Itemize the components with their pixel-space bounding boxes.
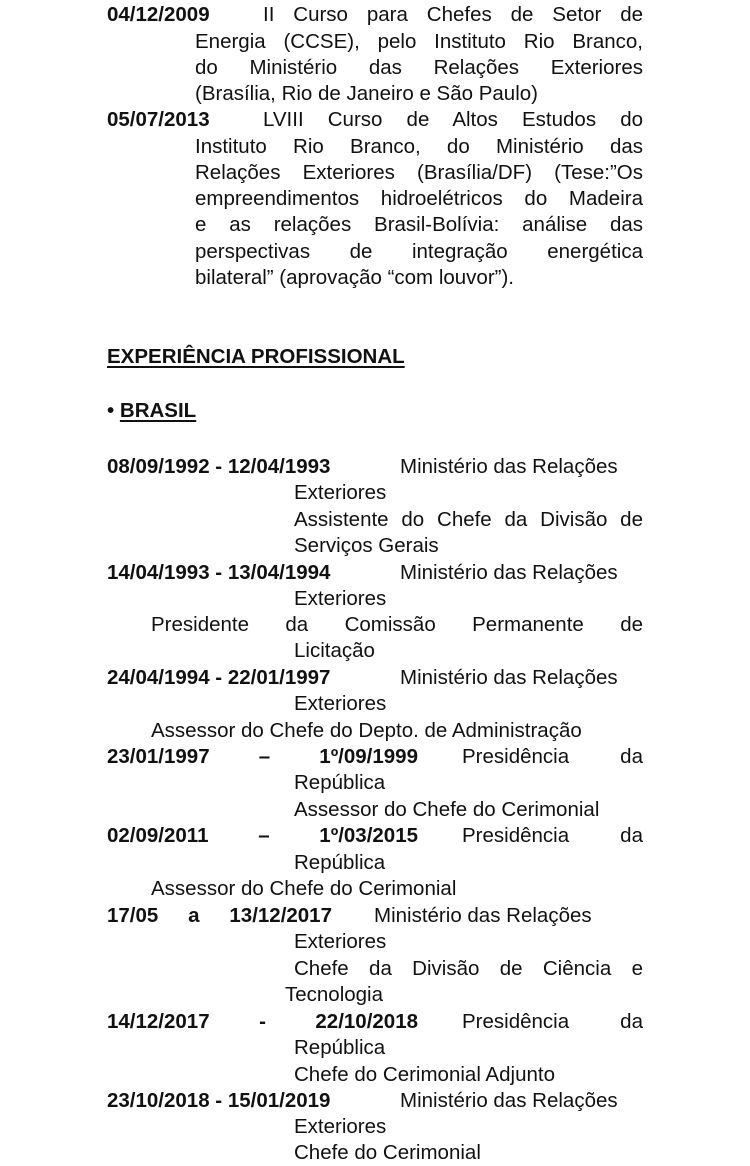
experience-organization: Exteriores bbox=[294, 1115, 387, 1138]
experience-dates: 02/09/2011 – 1º/03/2015 bbox=[107, 824, 418, 847]
experience-organization: Ministério das Relações bbox=[400, 455, 618, 478]
experience-organization: Ministério das Relações bbox=[400, 666, 618, 689]
experience-role: Assistente do Chefe da Divisão de bbox=[294, 508, 643, 531]
experience-organization: Presidência da bbox=[462, 824, 643, 847]
education-course-line: do Ministério das Relações Exteriores bbox=[195, 56, 643, 79]
education-course-line: LVIII Curso de Altos Estudos do bbox=[263, 108, 643, 131]
bullet-icon: • bbox=[107, 399, 115, 422]
experience-organization: Exteriores bbox=[294, 692, 387, 715]
education-course-line: Instituto Rio Branco, do Ministério das bbox=[195, 135, 643, 158]
experience-dates: 17/05 a 13/12/2017 bbox=[107, 904, 332, 927]
education-course-line: II Curso para Chefes de Setor de bbox=[263, 3, 643, 26]
experience-organization: República bbox=[294, 851, 386, 874]
experience-role: Serviços Gerais bbox=[294, 534, 439, 557]
experience-role: Licitação bbox=[294, 639, 375, 662]
experience-role: Chefe do Cerimonial bbox=[294, 1141, 481, 1164]
experience-dates: 24/04/1994 - 22/01/1997 bbox=[107, 666, 331, 689]
experience-role: Chefe da Divisão de Ciência e bbox=[294, 957, 643, 980]
experience-organization: Presidência da bbox=[462, 745, 643, 768]
education-course-line: empreendimentos hidroelétricos do Madeira bbox=[195, 187, 643, 210]
experience-role: Assessor do Chefe do Cerimonial bbox=[151, 877, 457, 900]
experience-organization: República bbox=[294, 771, 386, 794]
experience-organization: Exteriores bbox=[294, 930, 387, 953]
experience-organization: Ministério das Relações bbox=[400, 561, 618, 584]
education-course-line: Energia (CCSE), pelo Instituto Rio Branco, bbox=[195, 30, 643, 53]
experience-organization: Exteriores bbox=[294, 481, 387, 504]
education-course-line: perspectivas de integração energética bbox=[195, 240, 643, 263]
experience-dates: 23/01/1997 – 1º/09/1999 bbox=[107, 745, 418, 768]
education-date: 05/07/2013 bbox=[107, 108, 210, 131]
experience-organization: Presidência da bbox=[462, 1010, 643, 1033]
education-course-line: Relações Exteriores (Brasília/DF) (Tese:”Os bbox=[195, 161, 643, 184]
education-course-line: e as relações Brasil-Bolívia: análise das bbox=[195, 213, 643, 236]
experience-role: Presidente da Comissão Permanente de bbox=[151, 613, 643, 636]
education-date: 04/12/2009 bbox=[107, 3, 210, 26]
experience-dates: 08/09/1992 - 12/04/1993 bbox=[107, 455, 331, 478]
subsection-heading bbox=[107, 398, 196, 424]
experience-dates: 23/10/2018 - 15/01/2019 bbox=[107, 1089, 331, 1112]
experience-dates: 14/12/2017 - 22/10/2018 bbox=[107, 1010, 418, 1033]
experience-organization: República bbox=[294, 1036, 386, 1059]
education-course-line: bilateral” (aprovação “com louvor”). bbox=[195, 266, 515, 289]
experience-role: Assessor do Chefe do Cerimonial bbox=[294, 798, 600, 821]
experience-organization: Exteriores bbox=[294, 587, 387, 610]
experience-role: Assessor do Chefe do Depto. de Administração bbox=[151, 719, 582, 742]
experience-organization: Ministério das Relações bbox=[374, 904, 592, 927]
subsection-title: BRASIL bbox=[119, 399, 197, 422]
experience-organization: Ministério das Relações bbox=[400, 1089, 618, 1112]
experience-dates: 14/04/1993 - 13/04/1994 bbox=[107, 561, 331, 584]
experience-role: Chefe do Cerimonial Adjunto bbox=[294, 1063, 555, 1086]
education-course-line: (Brasília, Rio de Janeiro e São Paulo) bbox=[195, 82, 538, 105]
experience-role: Tecnologia bbox=[285, 983, 384, 1006]
section-title: EXPERIÊNCIA PROFISSIONAL bbox=[107, 345, 405, 368]
